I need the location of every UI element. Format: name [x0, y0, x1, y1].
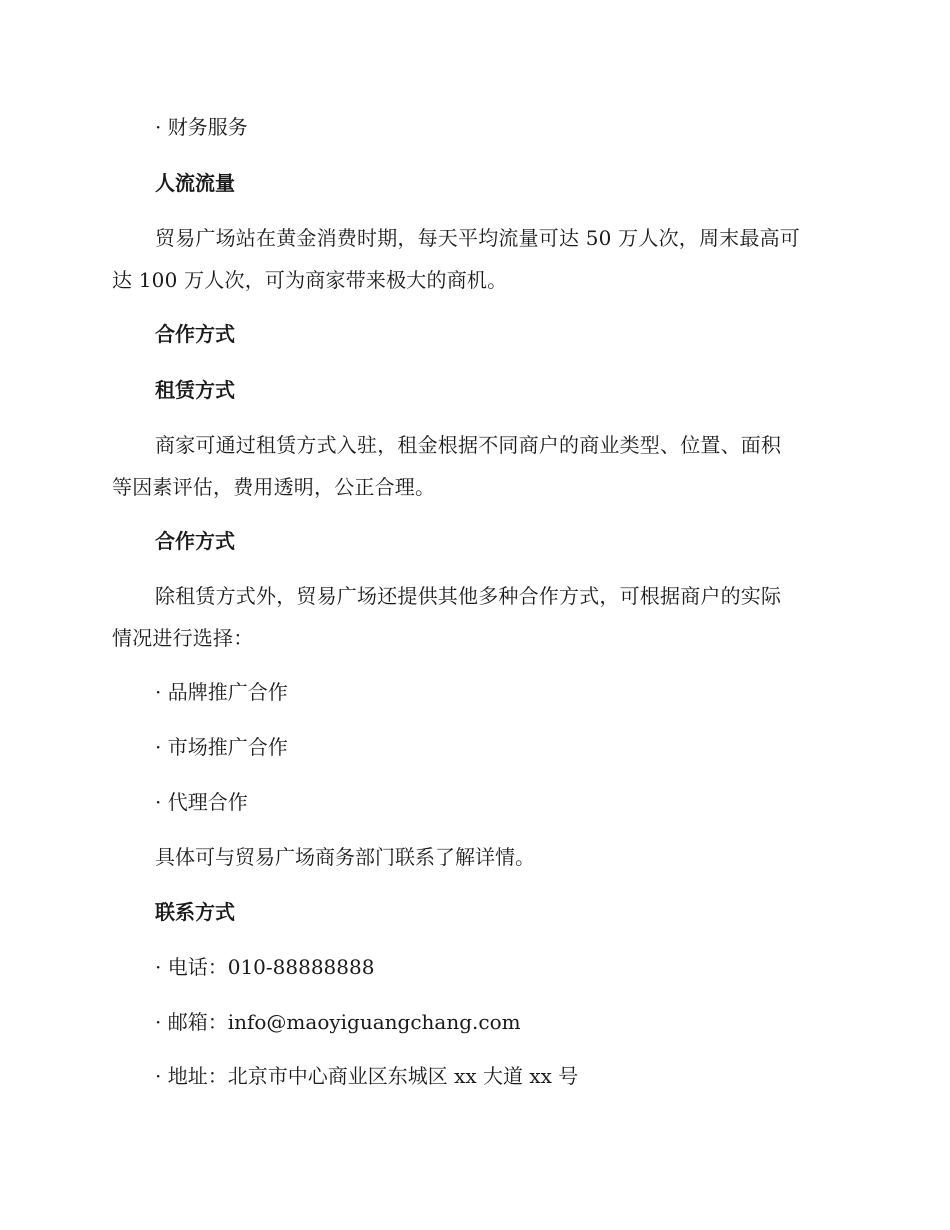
bullet-agency: · 代理合作: [155, 790, 248, 814]
heading-cooperation-1: 合作方式: [155, 322, 235, 346]
traffic-paragraph-line-2: 达 100 万人次，可为商家带来极大的商机。: [112, 268, 508, 292]
bullet-phone: · 电话：010-88888888: [155, 955, 375, 979]
bullet-brand-promotion: · 品牌推广合作: [155, 680, 288, 704]
traffic-paragraph-line-1: 贸易广场站在黄金消费时期，每天平均流量可达 50 万人次，周末最高可: [155, 226, 800, 250]
bullet-finance-services: · 财务服务: [155, 115, 248, 139]
bullet-market-promotion: · 市场推广合作: [155, 735, 288, 759]
cooperation-paragraph-line-2: 情况进行选择：: [112, 626, 254, 650]
lease-paragraph-line-1: 商家可通过租赁方式入驻，租金根据不同商户的商业类型、位置、面积: [155, 433, 782, 457]
heading-foot-traffic: 人流流量: [155, 171, 235, 195]
cooperation-paragraph-line-1: 除租赁方式外，贸易广场还提供其他多种合作方式，可根据商户的实际: [155, 584, 782, 608]
heading-lease: 租赁方式: [155, 378, 235, 402]
bullet-email: · 邮箱：info@maoyiguangchang.com: [155, 1010, 521, 1034]
heading-contact: 联系方式: [155, 900, 235, 924]
lease-paragraph-line-2: 等因素评估，费用透明，公正合理。: [112, 475, 436, 499]
heading-cooperation-2: 合作方式: [155, 529, 235, 553]
bullet-address: · 地址：北京市中心商业区东城区 xx 大道 xx 号: [155, 1064, 579, 1088]
contact-note: 具体可与贸易广场商务部门联系了解详情。: [155, 845, 535, 869]
